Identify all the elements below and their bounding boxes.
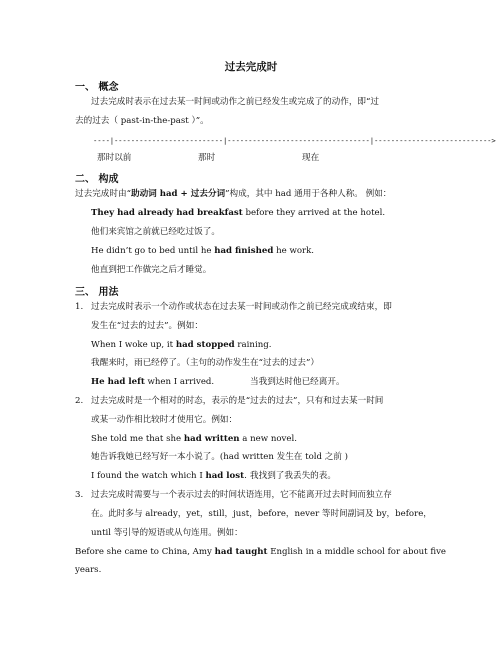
usage-2-example-2: I found the watch which I had lost. xyxy=(91,471,247,481)
usage-1-example-1-translation: 我醒来时，雨已经停了。（主句的动作发生在“过去的过去”） xyxy=(91,358,319,368)
usage-1-example-1: When I woke up, it had stopped raining. xyxy=(91,340,272,350)
timeline: ----|--------------------------|----------------------------------|----------------------------> xyxy=(93,136,496,145)
usage-3-line-2: 在。此时多与 already，yet，still，just，before，never 等时间副词及 by，before， xyxy=(91,509,432,519)
usage-1-line-1: 过去完成时表示一个动作或状态在过去某一时间或动作之前已经完成或结束，即 xyxy=(91,302,392,312)
usage-2-example-2-translation: 我找到了我丢失的表。 xyxy=(250,471,336,481)
usage-2-example-1-translation: 她告诉我她已经写好一本小说了。(had written 发生在 told 之前 ) xyxy=(91,452,349,462)
usage-3-line-1: 过去完成时需要与一个表示过去的时间状语连用，它不能离开过去时间而独立存 xyxy=(91,490,392,500)
s2-example-1: They had already had breakfast before they arrived at the hotel. xyxy=(91,208,386,218)
usage-2-example-1: She told me that she had written a new novel. xyxy=(91,434,297,444)
usage-1-line-2: 发生在“过去的过去”。例如： xyxy=(91,321,203,331)
usage-2-line-1: 过去完成时是一个相对的时态，表示的是“过去的过去”，只有和过去某一时间 xyxy=(91,396,384,406)
section-3-heading: 三、 用法 xyxy=(75,287,119,298)
section-1-heading: 一、 概念 xyxy=(75,82,119,93)
s2-example-2-translation: 他直到把工作做完之后才睡觉。 xyxy=(91,265,212,275)
s2-example-1-translation: 他们来宾馆之前就已经吃过饭了。 xyxy=(91,227,220,237)
document-title: 过去完成时 xyxy=(224,61,278,73)
usage-3-line-3: until 等引导的短语或从句连用。例如： xyxy=(91,528,243,538)
usage-3-number: 3. xyxy=(75,490,84,500)
usage-1-example-2: He had left when I arrived. xyxy=(91,377,215,387)
usage-1-example-2-translation: 当我到达时他已经离开。 xyxy=(250,377,345,387)
s2-intro: 过去完成时由“助动词 had + 过去分词”构成，其中 had 通用于各种人称。 例如： xyxy=(75,189,392,199)
s1-paragraph-line-1: 过去完成时表示在过去某一时间或动作之前已经发生或完成了的动作，即“过 xyxy=(91,97,379,107)
usage-3-example: Before she came to China, Amy had taught English in a middle school for about five xyxy=(75,547,447,557)
timeline-label-now: 现在 xyxy=(302,153,320,163)
timeline-label-before: 那时以前 xyxy=(97,153,132,163)
section-2-heading: 二、 构成 xyxy=(75,174,119,185)
s2-example-2: He didn’t go to bed until he had finished he work. xyxy=(91,246,315,256)
s1-paragraph-line-2: 去的过去（ past-in-the-past ）”。 xyxy=(75,116,209,126)
usage-2-line-2: 或某一动作相比较时才使用它。例如： xyxy=(91,415,238,425)
usage-2-number: 2. xyxy=(75,396,84,406)
usage-1-number: 1. xyxy=(75,302,84,312)
timeline-label-then: 那时 xyxy=(198,153,216,163)
usage-3-example-continued: years. xyxy=(75,565,102,575)
